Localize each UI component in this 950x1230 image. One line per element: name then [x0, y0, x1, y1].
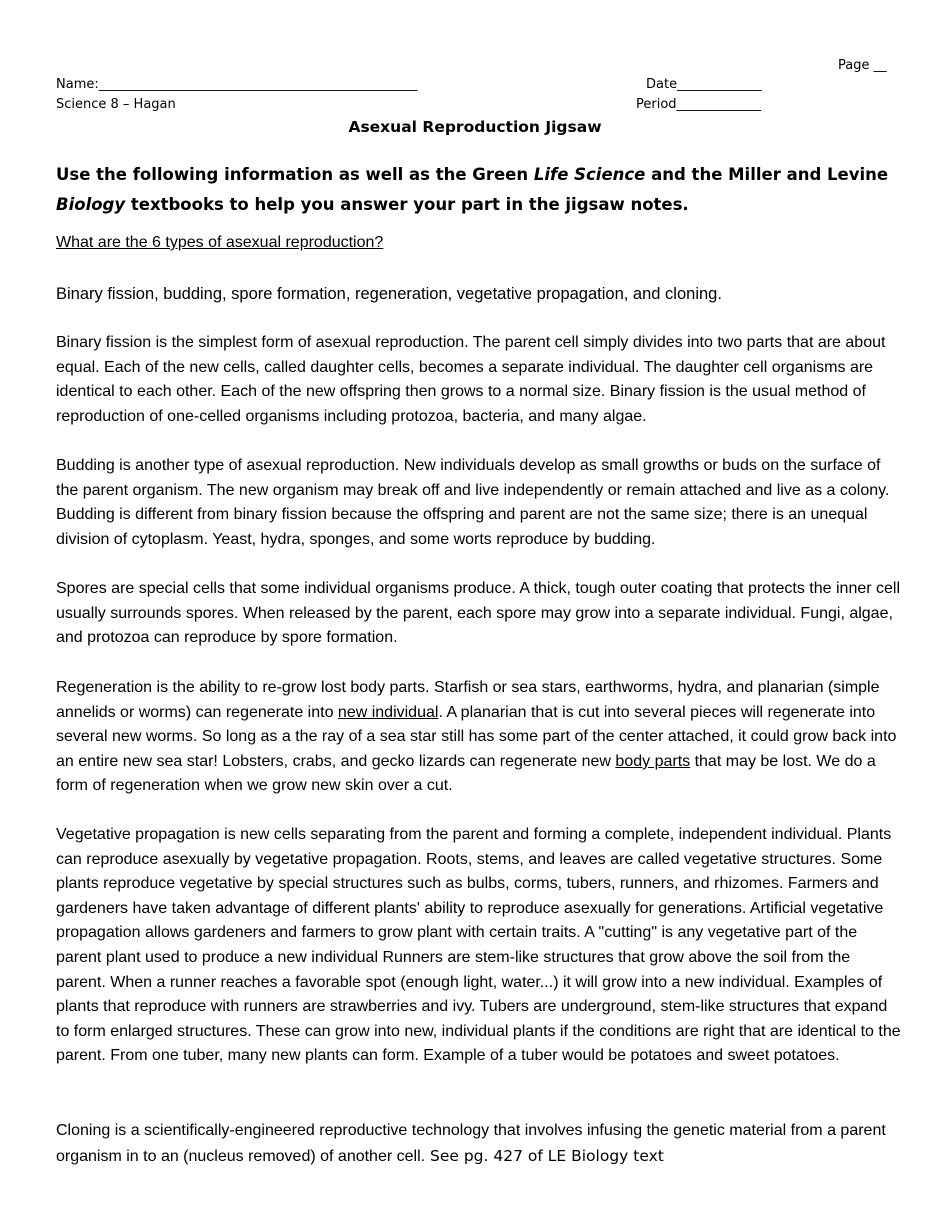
instructions-book-2: Biology [56, 195, 126, 214]
date-field-label: Date_____________ [646, 77, 762, 92]
class-label: Science 8 – Hagan [56, 97, 176, 112]
instructions-text-1: Use the following information as well as the Green [56, 165, 534, 184]
regeneration-text-3: that may be lost. We do a form of regeneration when we grow new skin over a cut. [56, 752, 876, 795]
instructions [56, 160, 896, 220]
paragraph-regeneration [56, 676, 904, 799]
instructions-text-3: textbooks to help you answer your part in the jigsaw notes. [125, 195, 689, 214]
paragraph-cloning [56, 1119, 904, 1169]
page-number-label: Page __ [838, 58, 887, 73]
section-question: What are the 6 types of asexual reproduction? [56, 234, 384, 251]
paragraph-vegetative-propagation: Vegetative propagation is new cells separating from the parent and forming a complete, independent individual. Plants can reproduce asexually by vegetative propagation. Roots, stems, and leaves are called vegetative structures. Some plants reproduce vegetative by special structures such as bulbs, corms, tubers, runners, and rhizomes. Farmers and gardeners have taken advantage of different plants' ability to reproduce asexually for generations. Artificial vegetative propagation allows gardeners and farmers to grow plant with certain traits. A "cutting" is any vegetative part of the parent plant used to produce a new individual Runners are stem-like structures that grow above the soil from the parent. When a runner reaches a favorable spot (enough light, water...) it will grow into a new individual. Examples of plants that reproduce with runners are strawberries and ivy. Tubers are underground, stem-like structures that expand to form enlarged structures. These can grow into new, individual plants if the conditions are right that are identical to the parent. From one tuber, many new plants can form. Example of a tuber would be potatoes and sweet potatoes. [56, 826, 901, 1065]
regeneration-text-1: Regeneration is the ability to re-grow lost body parts. Starfish or sea stars, earthworms, hydra, and planarian (simple annelids or worms) can regenerate into [56, 679, 880, 721]
types-answer: Binary fission, budding, spore formation, regeneration, vegetative propagation, and cloning. [56, 285, 722, 303]
paragraph-spores: Spores are special cells that some individual organisms produce. A thick, tough outer coating that protects the inner cell usually surrounds spores. When released by the parent, each spore may grow into a separate individual. Fungi, algae, and protozoa can reproduce by spore formation. [56, 580, 901, 647]
paragraph-binary-fission: Binary fission is the simplest form of asexual reproduction. The parent cell simply divides into two parts that are about equal. Each of the new cells, called daughter cells, becomes a separate individual. The daughter cell organisms are identical to each other. Each of the new offspring then grows to a normal size. Binary fission is the usual method of reproduction of one-celled organisms including protozoa, bacteria, and many algae. [56, 334, 886, 425]
page-title: Asexual Reproduction Jigsaw [348, 118, 602, 136]
cloning-text: Cloning is a scientifically-engineered reproductive technology that involves infusing the genetic material from a parent organism in to an (nucleus removed) of another cell. [56, 1122, 886, 1165]
regeneration-underline-new-individual: new individual [337, 703, 439, 721]
paragraph-budding: Budding is another type of asexual reproduction. New individuals develop as small growths or buds on the surface of the parent organism. The new organism may break off and live independently or remain attached and live as a colony. Budding is different from binary fission because the offspring and parent are not the same size; there is an unequal division of cytoplasm. Yeast, hydra, sponges, and some worts reproduce by budding. [56, 457, 890, 548]
instructions-book-1: Life Science [533, 165, 646, 184]
regeneration-text-2: . A planarian that is cut into several pieces will regenerate into several new worms. So long as a the ray of a sea star still has some part of the center attached, it could grow back into an entire new sea star! Lobsters, crabs, and gecko lizards can regenerate new [56, 703, 897, 770]
instructions-text-2: and the Miller and Levine [645, 165, 889, 184]
regeneration-underline-body-parts: body parts [615, 752, 691, 770]
period-field-label: Period_____________ [636, 97, 762, 112]
cloning-reference: See pg. 427 of LE Biology text [425, 1146, 664, 1165]
name-field-label: Name:_________________________________________________ [56, 77, 418, 92]
